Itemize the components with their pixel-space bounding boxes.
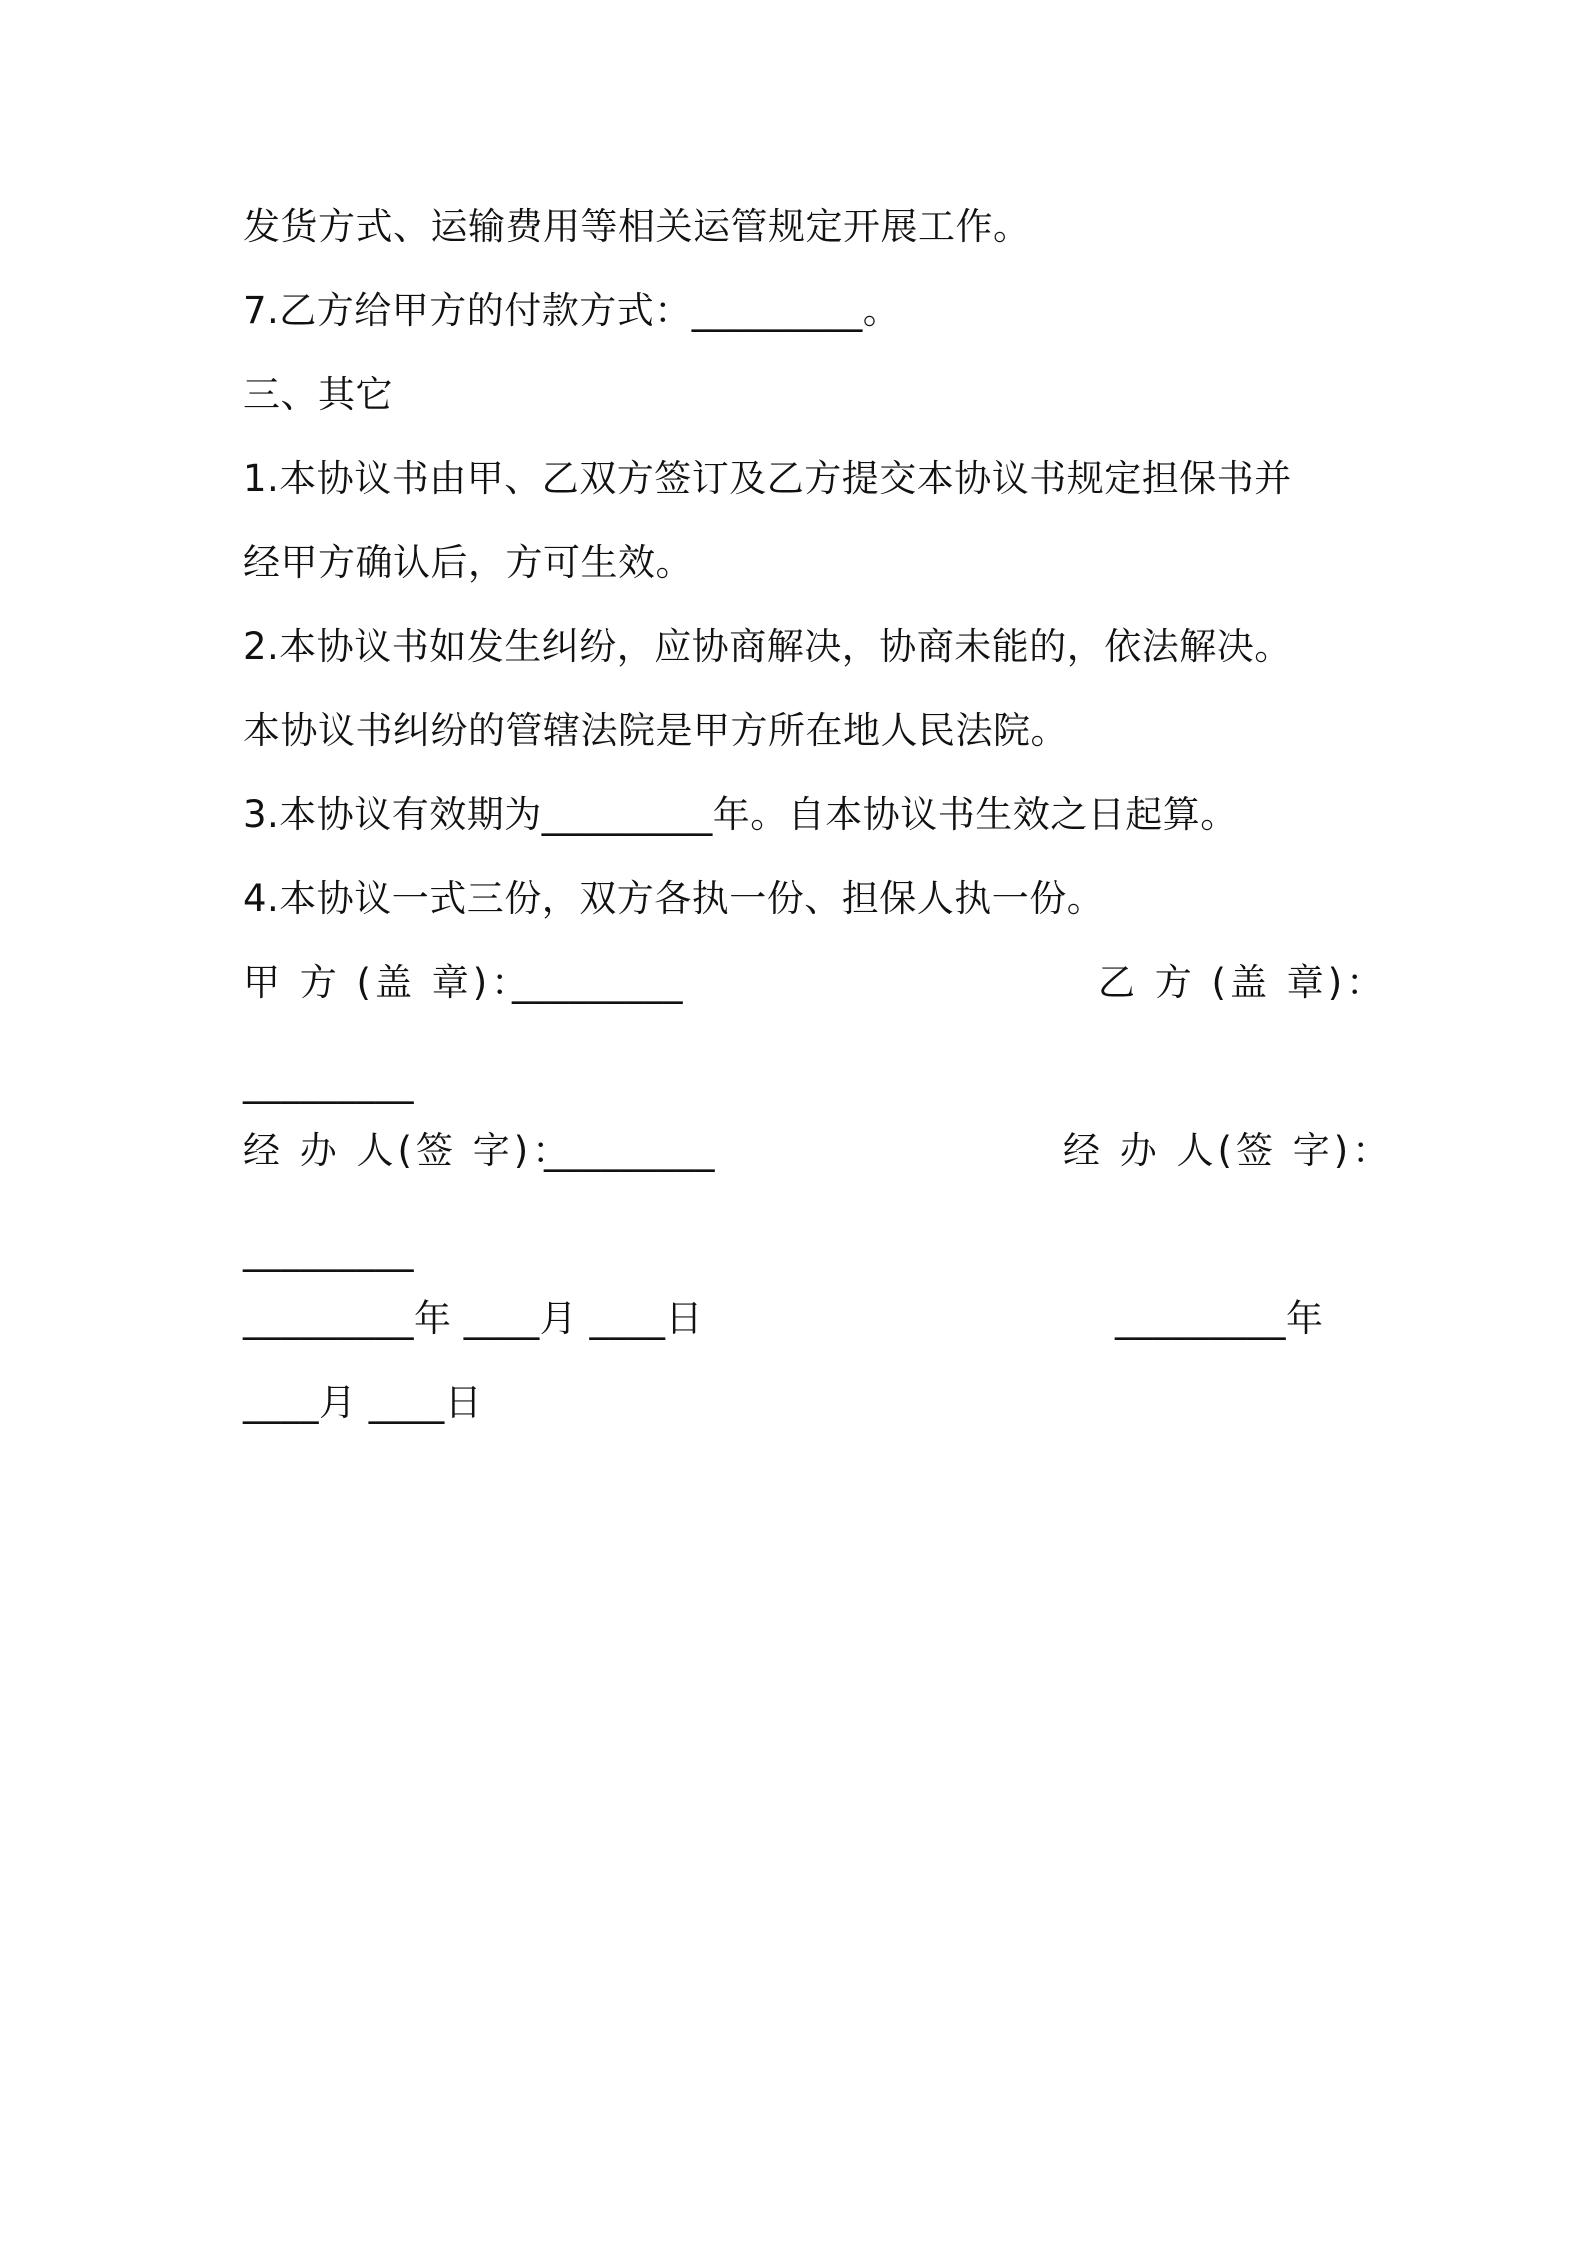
paragraph-clause-3: 3.本协议有效期为_________年。自本协议书生效之日起算。 [243,793,1238,836]
agent-b-blank: _________ [243,1229,414,1272]
paragraph-clause-2-cont: 本协议书纠纷的管辖法院是甲方所在地人民法院。 [243,709,1068,752]
party-a-seal-blank: _________ [512,961,683,1004]
party-b-seal-blank: _________ [243,1061,414,1104]
paragraph-shipping-method: 发货方式、运输费用等相关运管规定开展工作。 [243,205,1031,248]
agent-a-blank: _________ [544,1129,715,1172]
party-b-seal-label: 乙 方 (盖 章)： [1098,961,1388,1004]
paragraph-clause-1-cont: 经甲方确认后，方可生效。 [243,541,693,584]
paragraph-clause-2: 2.本协议书如发生纠纷，应协商解决，协商未能的，依法解决。 [243,625,1292,668]
agent-b-label: 经 办 人(签 字)： [1063,1129,1394,1172]
party-a-seal-label: 甲 方 (盖 章)： [243,961,533,1004]
date-b-year: _________年 [1115,1297,1324,1340]
section-heading-other: 三、其它 [243,373,393,416]
date-b-month-day: ____月 ____日 [243,1381,483,1424]
paragraph-clause-4: 4.本协议一式三份，双方各执一份、担保人执一份。 [243,877,1105,920]
date-a: _________年 ____月 ____日 [243,1297,704,1340]
agent-a-label: 经 办 人(签 字)： [243,1129,574,1172]
paragraph-payment-method: 7.乙方给甲方的付款方式：_________。 [243,289,901,332]
paragraph-clause-1: 1.本协议书由甲、乙双方签订及乙方提交本协议书规定担保书并 [243,457,1292,500]
